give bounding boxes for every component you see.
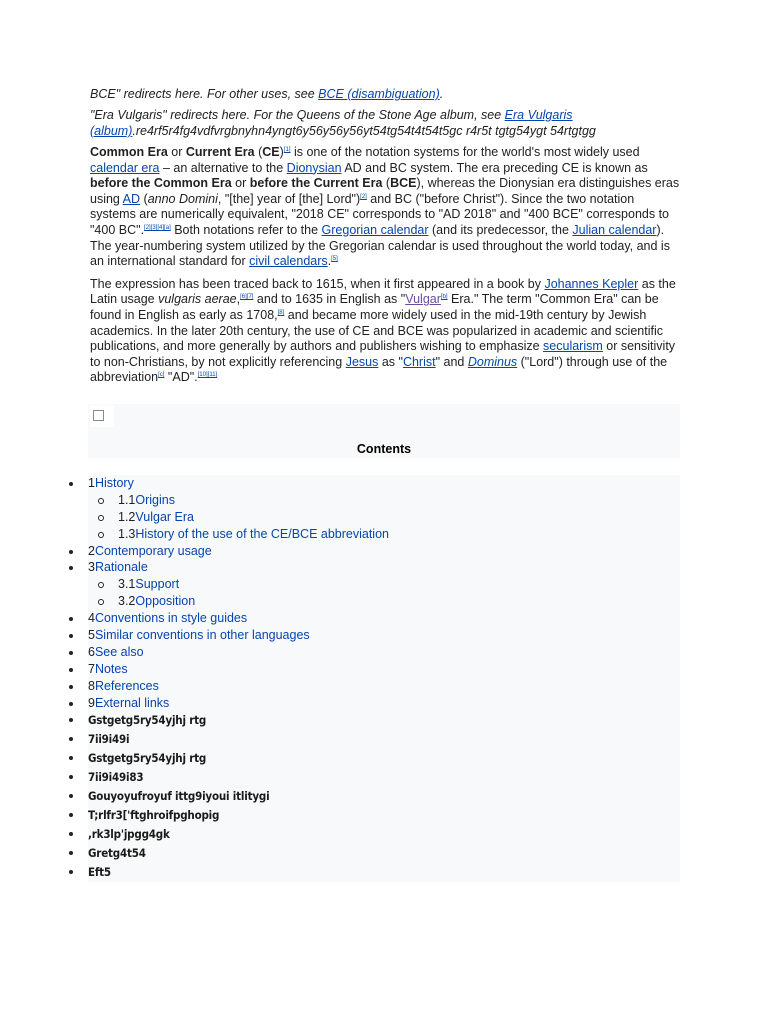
toc-number: 7 [88, 661, 95, 676]
bold-term: Current Era [185, 145, 255, 159]
toc-item-style-guides[interactable] [88, 610, 680, 627]
link-secularism[interactable]: secularism [543, 339, 603, 354]
toc-list [88, 475, 680, 882]
hatnote-text: "Era Vulgaris" redirects here. For the Queens of the Stone Age album, see [90, 108, 505, 122]
link-calendar-era[interactable]: calendar era [90, 160, 160, 175]
toc-item-contemporary-usage[interactable] [88, 543, 680, 560]
list-item: Gstgetg5ry54yjhj rtg [88, 749, 680, 768]
text: ("Lord") through use of the abbreviation [90, 354, 668, 385]
toc-label: Opposition [135, 594, 196, 609]
toc-label: Support [135, 577, 180, 592]
toc-item-history-ce-bce[interactable] [88, 526, 680, 543]
citation-ref[interactable]: [5] [331, 256, 338, 262]
list-item: 7ii9i49i83 [88, 768, 680, 787]
text: ) [279, 145, 284, 159]
toc-number: 1.2 [118, 509, 136, 524]
bold-term: before the Current Era [249, 176, 383, 191]
link-era-vulgaris-album[interactable]: Era Vulgaris (album) [90, 108, 573, 138]
text: Era." The term "Common Era" can be found in English as early as 1708, [90, 292, 659, 322]
hatnote-bce [90, 86, 680, 102]
toc-number: 5 [88, 628, 95, 643]
toc-item-external-links[interactable] [88, 695, 680, 712]
text: ( [140, 191, 148, 206]
link-gregorian-calendar[interactable]: Gregorian calendar [321, 222, 429, 237]
text: , "[the] year of [the] Lord") [217, 191, 361, 206]
toc-number: 1 [88, 476, 95, 490]
toc-label: Conventions in style guides [94, 611, 248, 626]
link-dominus[interactable]: Dominus [467, 354, 518, 369]
list-item: Gstgetg5ry54yjhj rtg [88, 711, 680, 730]
toc-number: 1.3 [118, 526, 136, 541]
text: "AD". [164, 370, 198, 385]
toc-item-other-languages[interactable] [88, 627, 680, 644]
toc-number: 2 [88, 543, 95, 558]
checkbox-icon [93, 410, 104, 421]
text: The expression has been traced back to 1615, when it first appeared in a book by [90, 276, 545, 291]
toc-label: Contemporary usage [94, 543, 212, 558]
text: or [231, 176, 250, 191]
list-item: Gretg4t54 [88, 844, 680, 863]
toc-item-vulgar-era[interactable] [88, 509, 680, 526]
toc-item-support[interactable] [88, 576, 680, 593]
text: ), whereas the Dionysian era distinguishes eras using [90, 176, 680, 206]
link-jesus[interactable]: Jesus [345, 354, 379, 369]
list-item: ,rk3lp'jpgg4gk [88, 825, 680, 844]
article-content [90, 86, 680, 393]
text: as the Latin usage [90, 276, 676, 307]
toc-item-see-also[interactable] [88, 644, 680, 661]
text: and BC ("before Christ"). Since the two notation systems are numerically equivalent, "2018 CE" corresponds to "AD 2018" and "400 BCE" corresponds to "400 BC". [90, 191, 670, 237]
toc-label: History of the use of the CE/BCE abbreviation [135, 526, 389, 541]
bold-term: before the Common Era [90, 176, 232, 191]
text: is one of the notation systems for the world's most widely used [290, 145, 640, 159]
hatnote-text: BCE" redirects here. For other uses, see [90, 87, 319, 101]
toc-label: References [94, 678, 159, 693]
citation-ref[interactable]: [b] [440, 294, 448, 301]
citation-ref[interactable]: [2][3][4][a] [144, 224, 171, 231]
toc-label: Vulgar Era [135, 509, 194, 524]
toc-label: History [94, 476, 134, 490]
link-vulgar[interactable]: Vulgar [405, 292, 441, 307]
text: AD and BC system. The era preceding CE is known as [341, 160, 648, 175]
text: (and its predecessor, the [428, 222, 573, 237]
link-julian-calendar[interactable]: Julian calendar [572, 222, 657, 237]
citation-ref[interactable]: [6][7] [240, 294, 254, 301]
toc-item-notes[interactable] [88, 661, 680, 678]
list-item: Eft5 [88, 863, 680, 882]
toc-item-references[interactable] [88, 678, 680, 695]
toc-number: 6 [88, 644, 95, 659]
toc-number: 4 [88, 611, 95, 626]
text: . [327, 254, 332, 269]
toc-toggle-checkbox[interactable] [90, 405, 114, 427]
bold-term: CE [262, 145, 280, 159]
text: or sensitivity to non-Christians, by not explicitly referencing [90, 339, 676, 369]
toc-number: 9 [88, 695, 95, 710]
toc-number: 3.2 [118, 594, 136, 609]
toc-number: 3.1 [118, 577, 136, 592]
text: ( [254, 145, 263, 159]
text: as " [378, 354, 403, 369]
link-christ[interactable]: Christ [402, 354, 436, 369]
text: and became more widely used in the mid-19th century by Jewish academics. In the later 20th century, the use of CE and BCE was popularized in academic and scientific publications, and more generally by authors and publishers wishing to emphasize [90, 307, 663, 354]
link-bce-disambiguation[interactable]: BCE (disambiguation) [318, 87, 440, 101]
text: ( [382, 176, 391, 191]
citation-ref[interactable]: [8] [277, 309, 285, 316]
history-paragraph [90, 277, 680, 386]
citation-ref[interactable]: [10][11] [197, 372, 218, 379]
toc-header [88, 404, 680, 458]
toc-label: Notes [94, 661, 128, 676]
list-item: 7ii9i49i [88, 730, 680, 749]
text: , [236, 292, 241, 307]
toc-number: 1.1 [118, 492, 136, 507]
toc-number: 3 [88, 560, 95, 575]
citation-ref[interactable]: [c] [158, 372, 165, 379]
toc-item-origins[interactable] [88, 492, 680, 509]
italic-term: vulgaris aerae [158, 292, 237, 307]
citation-ref[interactable]: [2] [360, 193, 367, 200]
toc-title: Contents [356, 442, 412, 456]
citation-ref[interactable]: [1] [283, 146, 291, 153]
toc-item-rationale[interactable] [88, 559, 680, 576]
hatnote-text: .re4rf5r4fg4vdfvrgbnyhn4yngt6y56y56y56yt54tg54t4t54t5gc r4r5t tgtg54ygt 54rtgtgg [132, 124, 596, 138]
toc-label: Origins [135, 492, 175, 507]
text: or [167, 145, 186, 159]
intro-paragraph [90, 145, 680, 270]
text: " and [435, 354, 468, 369]
bold-term: BCE [390, 176, 417, 191]
italic-term: anno Domini [147, 191, 218, 206]
toc-label: Rationale [94, 560, 148, 575]
list-item: Gouyoyufroyuf ittg9iyoui itlitygi [88, 787, 680, 806]
text: and to 1635 in English as " [253, 292, 406, 307]
link-johannes-kepler[interactable]: Johannes Kepler [544, 276, 639, 291]
bold-term: Common Era [90, 145, 168, 159]
link-ad[interactable]: AD [122, 191, 141, 206]
toc-number: 8 [88, 678, 95, 693]
toc-label: External links [94, 695, 170, 710]
text: Both notations refer to the [170, 222, 322, 237]
toc-label: Similar conventions in other languages [94, 628, 310, 643]
toc-item-history[interactable] [88, 475, 680, 492]
hatnote-text: . [439, 87, 444, 101]
link-civil-calendars[interactable]: civil calendars [249, 254, 328, 269]
text: ). The year-numbering system utilized by the Gregorian calendar is used throughout the world today, and is an international standard for [90, 222, 670, 269]
text: – an alternative to the [159, 160, 287, 175]
list-item: T;rlfr3['ftghroifpghopig [88, 806, 680, 825]
toc-label: See also [94, 644, 144, 659]
hatnote-era-vulgaris [90, 107, 680, 139]
toc-item-opposition[interactable] [88, 593, 680, 610]
link-dionysian[interactable]: Dionysian [286, 160, 342, 175]
